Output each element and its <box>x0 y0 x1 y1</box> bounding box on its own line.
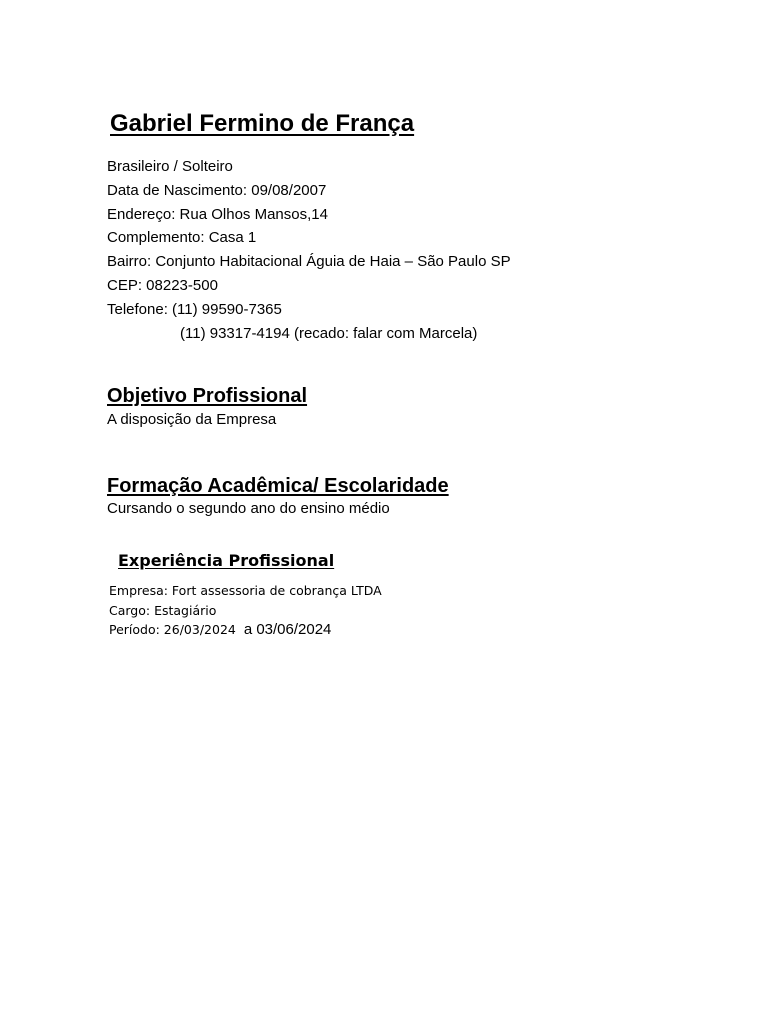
phone-secondary: (11) 93317-4194 (recado: falar com Marcela) <box>180 324 478 342</box>
experience-company: Empresa: Fort assessoria de cobrança LTDA <box>109 583 382 598</box>
phone-primary: Telefone: (11) 99590-7365 <box>107 300 282 318</box>
experience-details <box>109 581 382 640</box>
experience-period <box>109 620 382 640</box>
marital-status: Brasileiro / Solteiro <box>107 158 233 175</box>
education-heading: Formação Acadêmica/ Escolaridade <box>107 475 449 497</box>
birth-date: Data de Nascimento: 09/08/2007 <box>107 181 327 199</box>
experience-period-start: Período: 26/03/2024 <box>109 622 236 637</box>
address-complement: Complemento: Casa 1 <box>107 229 257 247</box>
district: Bairro: Conjunto Habitacional Águia de Haia – São Paulo SP <box>107 253 511 271</box>
postal-code: CEP: 08223-500 <box>107 276 218 294</box>
experience-heading: Experiência Profissional <box>118 551 335 570</box>
experience-role: Cargo: Estagiário <box>109 602 217 618</box>
objective-heading: Objetivo Profissional <box>107 385 308 407</box>
personal-info <box>107 155 511 345</box>
candidate-name: Gabriel Fermino de França <box>110 110 415 137</box>
experience-period-end: a 03/06/2024 <box>243 621 332 638</box>
objective-text: A disposição da Empresa <box>107 411 277 428</box>
education-text: Cursando o segundo ano do ensino médio <box>107 500 390 517</box>
address: Endereço: Rua Olhos Mansos,14 <box>107 205 328 223</box>
